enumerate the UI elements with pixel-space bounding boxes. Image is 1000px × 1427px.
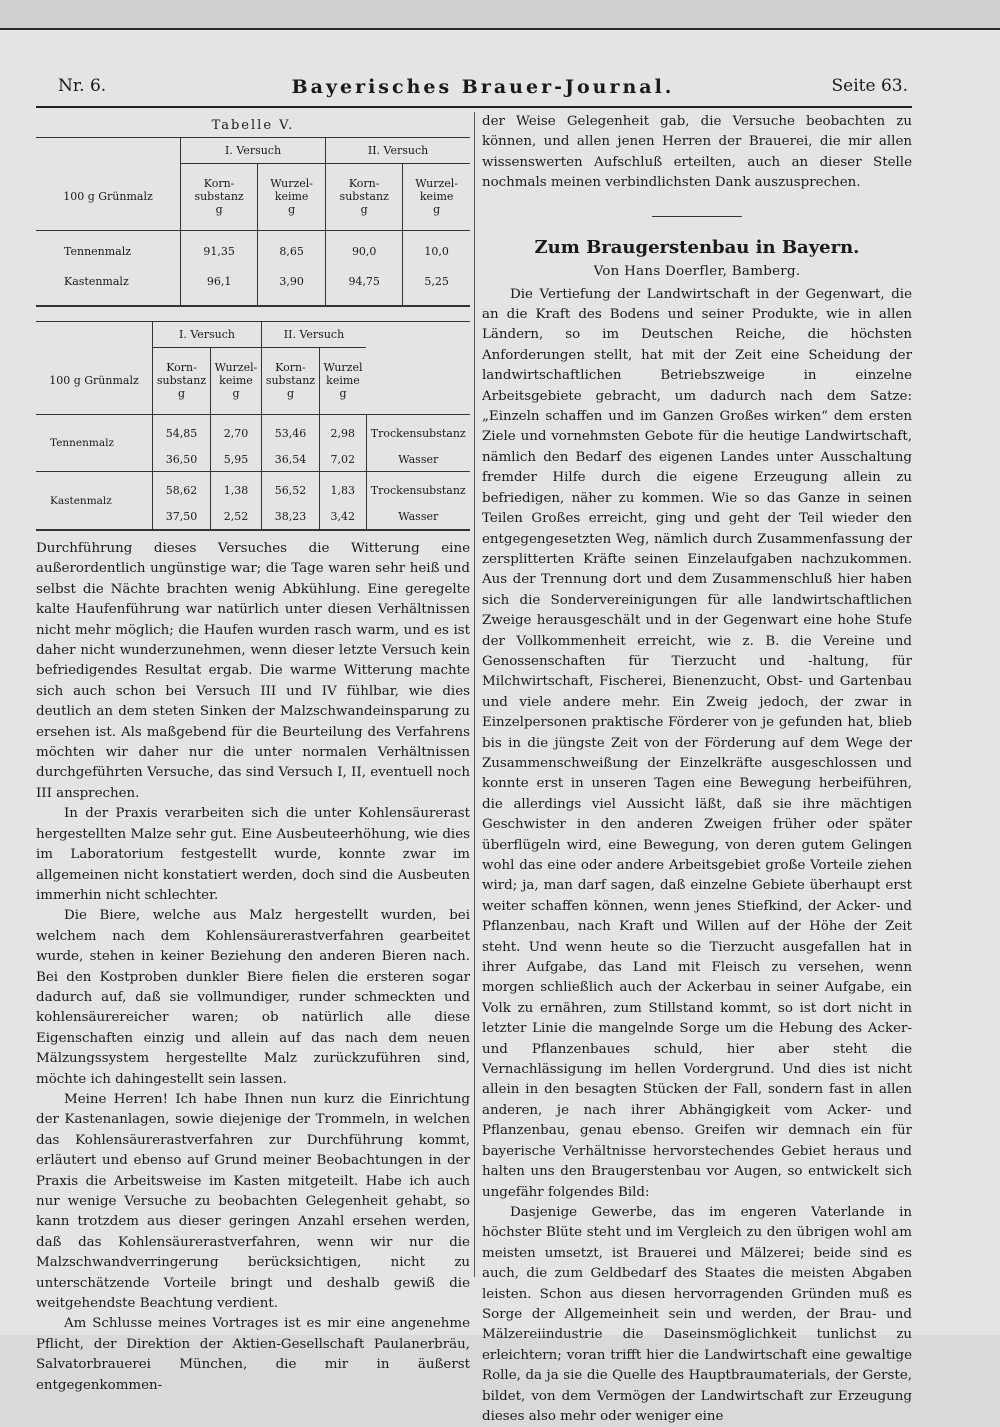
table6-cell: 2,70: [210, 414, 261, 447]
table6-col-wurzel1: Wurzel- keime g: [210, 347, 261, 414]
paragraph: Meine Herren! Ich habe Ihnen nun kurz die Einrichtung der Kastenanlagen, sowie diejenige der Trommeln, in welchen das Kohlensäurerastverfahren zur Durchführung kommt, erläutert und ebenso auf Grund meiner Beobachtungen in der Praxis die Arbeitsweise im Kasten mitgeteilt. Habe ich auch nur wenige Versuche zu beobachten Gelegenheit gehabt, so kann trotzdem aus dieser geringen Anzahl ersehen werden, daß das Kohlensäurerastverfahren, wenn wir nur die Malzschwandverringerung berücksichtigen, nicht zu unterschätzende Vorteile bringt und deshalb gewiß die weitgehendste Beachtung verdient.: [36, 1091, 470, 1312]
header-rule: [36, 106, 912, 108]
table6-cell: 36,50: [153, 447, 211, 472]
table6-cell: 54,85: [153, 414, 211, 447]
table5-cell: 90,0: [326, 230, 403, 266]
table5-cell: 10,0: [403, 230, 470, 266]
table6-cell: 56,52: [261, 472, 319, 505]
table5-cell: 91,35: [181, 230, 258, 266]
table5-cell: 8,65: [258, 230, 326, 266]
table6-cell: 1,83: [319, 472, 366, 505]
table6-versuch1-header: I. Versuch: [153, 322, 262, 348]
table5-col-korn1: Korn- substanz g: [181, 163, 258, 230]
table6-col-korn1: Korn- substanz g: [153, 347, 211, 414]
table6-cell: 5,95: [210, 447, 261, 472]
table5-versuch2-header: II. Versuch: [326, 138, 470, 164]
paragraph: Durchführung dieses Versuches die Witterung eine außerordentlich ungünstige war; die Tage waren sehr heiß und selbst die Nächte brachten wenig Abkühlung. Eine geregelte kalte Haufenführung war natürlich unter diesen Verhältnissen nicht mehr möglich; die Haufen wurden rasch warm, und es ist daher nicht wunderzunehmen, wenn dieser letzte Versuch kein befriedigendes Resultat ergab. Die warme Witterung machte sich auch schon bei Versuch III und IV fühlbar, wie dies deutlich an dem steten Sinken der Malzschwandeinsparung zu ersehen ist. Als maßgebend für die Beurteilung des Verfahrens möchten wir daher nur die unter normalen Verhältnissen durchgeführten Versuche, das sind Versuch I, II, eventuell noch III ansprechen.: [36, 541, 470, 801]
table5-caption: Tabelle V.: [211, 118, 295, 133]
paragraph: der Weise Gelegenheit gab, die Versuche beobachten zu können, und allen jenen Herren der Brauerei, die mir allen wissenswerten Aufschluß erteilten, auch an dieser Stelle nochmals meinen verbindlichsten Dank auszusprechen.: [482, 114, 912, 191]
table6-cell: 2,52: [210, 504, 261, 530]
table6-note: Wasser: [366, 504, 470, 530]
paragraph: In der Praxis verarbeiten sich die unter Kohlensäurerast hergestellten Malze sehr gut. Eine Ausbeuteerhöhung, wie dies im Laboratorium festgestellt wurde, konnte zwar im allgemeinen nicht konstatiert werden, doch sind die Ausbeuten immerhin nicht schlechter.: [36, 806, 470, 903]
journal-title: Bayerisches Brauer-Journal.: [291, 76, 675, 98]
table6-versuch2-header: II. Versuch: [261, 322, 366, 348]
table-row: [36, 230, 470, 266]
left-body: [36, 539, 470, 1396]
table6-cell: 38,23: [261, 504, 319, 530]
table6-note: Trockensubstanz: [366, 414, 470, 447]
table6-group-label: Tennenmalz: [36, 414, 153, 472]
table5-row-label: Tennenmalz: [64, 245, 132, 259]
right-column: [482, 112, 912, 1427]
table6-cell: 2,98: [319, 414, 366, 447]
table6-row-header: 100 g Grünmalz: [36, 347, 153, 414]
table6-col-korn2: Korn- substanz g: [261, 347, 319, 414]
table6-note: Wasser: [366, 447, 470, 472]
table-row: [36, 266, 470, 306]
table6-note: Trockensubstanz: [366, 472, 470, 505]
table5-versuch1-header: I. Versuch: [181, 138, 326, 164]
article-byline: Von Hans Doerfler, Bamberg.: [593, 263, 801, 279]
table5-cell: 94,75: [326, 266, 403, 306]
table6-col-wurzel2: Wurzel keime g: [319, 347, 366, 414]
table5-row-label: Kastenmalz: [36, 266, 181, 306]
table5: [36, 137, 470, 307]
table6-cell: 37,50: [153, 504, 211, 530]
table6-cell: 7,02: [319, 447, 366, 472]
paragraph: Die Vertiefung der Landwirtschaft in der Gegenwart, die an die Kraft des Bodens und seiner Produkte, wie in allen Ländern, so im Deutschen Reiche, die höchsten Anforderungen stellt, hat mit der Zeit eine Scheidung der landwirtschaftlichen Betriebszweige in einzelne Arbeitsgebiete gebracht, um dadurch nach dem Satze: „Einzeln schaffen und im Ganzen Großes wirken“ dem ersten Ziele und vornehmsten Gebote für die heutige Landwirtschaft, nämlich den Bedarf des eigenen Landes unter Ausschaltung fremder Hilfe durch die eigene Erzeugung allein zu befriedigen, näher zu kommen. Wie so das Ganze in seinen Teilen Großes erreicht, ging und geht der Teil wieder den entgegengesetzten Weg, nämlich durch Zusammenfassung der zersplitterten Kräfte seinen Einzelaufgaben nachzukommen. Aus der Trennung dort und dem Zusammenschluß hier haben sich die Sondervereinigungen für alle landwirtschaftlichen Zweige herausgeschält und in der Gegenwart eine hohe Stufe der Vollkommenheit erreicht, wie z. B. die Vereine und Genossenschaften für Tierzucht und -haltung, für Milchwirtschaft, Fischerei, Bienenzucht, Obst- und Gartenbau und viele andere mehr. Ein Zweig jedoch, der zwar in Einzelpersonen praktische Förderer von je gefunden hat, blieb bis in die jüngste Zeit von der Förderung auf dem Wege der Zusammenschweißung der Einzelkräfte ausgeschlossen und konnte erst in unseren Tagen eine Bewegung herbeiführen, die allerdings viel Aussicht läßt, daß sie ihre mächtigen Geschwister in den anderen Zweigen früher oder später überflügeln wird, eine Bewegung, von deren gutem Gelingen wohl das eine oder andere Arbeitsgebiet große Vorteile ziehen wird; ja, man darf sagen, daß einzelne Gebiete überhaupt erst weiter schaffen können, wenn jenes Stiefkind, der Acker- und Pflanzenbau, nach Kraft und Willen auf der Höhe der Zeit steht. Und wenn heute so die Tierzucht ausgefallen hat in ihrer Aufgabe, das Land mit Fleisch zu versehen, wenn morgen schließlich auch der Ackerbau in seiner Aufgabe, ein Volk zu ernähren, zum Stillstand kommt, so ist dort nicht in letzter Linie die mangelnde Sorge um die Hebung des Acker- und Pflanzenbaues schuld, hier aber steht die Vernachlässigung im hellen Vordergrund. Und dies ist nicht allein in den besagten Stücken der Fall, sondern fast in allen anderen, je nach ihrer Abhängigkeit vom Acker- und Pflanzenbau, genau ebenso. Greifen wir demnach ein für bayerische Verhältnisse hervorstechendes Gebiet heraus und halten uns den Braugerstenbau vor Augen, so entwickelt sich ungefähr folgendes Bild:: [482, 286, 912, 1200]
article-title: Zum Braugerstenbau in Bayern.: [534, 236, 860, 258]
table5-col-korn2: Korn- substanz g: [326, 163, 403, 230]
page-number: Seite 63.: [831, 76, 908, 96]
table5-col-wurzel2: Wurzel- keime g: [403, 163, 470, 230]
table5-cell: 3,90: [258, 266, 326, 306]
section-separator: [652, 216, 742, 217]
paragraph: Dasjenige Gewerbe, das im engeren Vaterlande in höchster Blüte steht und im Vergleich zu den übrigen wohl am meisten umsetzt, ist Brauerei und Mälzerei; beide sind es auch, die zum Geldbedarf des Staates die meisten Abgaben leisten. Schon aus diesen hervorragenden Gründen muß es Sorge der Allgemeinheit sein und werden, der Brau- und Mälzereiindustrie die Daseinsmöglichkeit tunlichst zu erleichtern; voran trifft hier die Landwirtschaft eine gewaltige Rolle, da ja sie die Quelle des Hauptbraumaterials, der Gerste, bildet, von dem Vermögen der Landwirtschaft zur Erzeugung dieses also mehr oder weniger eine: [482, 1204, 912, 1424]
table6-cell: 58,62: [153, 472, 211, 505]
paragraph: Die Biere, welche aus Malz hergestellt wurden, bei welchem nach dem Kohlensäurerastverfahren gearbeitet wurde, stehen in keiner Beziehung den anderen Bieren nach. Bei den Kostproben dunkler Biere fielen die ersteren sogar dadurch auf, daß sie vollmundiger, runder schmeckten und kohlensäurereicher waren; ob natürlich alle diese Eigenschaften einzig und allein auf das nach dem neuen Mälzungssystem hergestellte Malz zurückzuführen sind, möchte ich dahingestellt sein lassen.: [36, 908, 470, 1087]
right-intro: [482, 112, 912, 194]
issue-number: Nr. 6.: [58, 76, 107, 96]
left-column: [36, 112, 470, 1396]
column-divider: [474, 112, 475, 1277]
table6: [36, 321, 470, 531]
paragraph: Am Schlusse meines Vortrages ist es mir eine angenehme Pflicht, der Direktion der Aktien-Gesellschaft Paulanerbräu, Salvatorbrauerei München, die mir in äußerst entgegenkommen-: [36, 1316, 470, 1393]
table6-cell: 3,42: [319, 504, 366, 530]
table6-cell: 1,38: [210, 472, 261, 505]
page-header: [58, 76, 908, 104]
table6-cell: 53,46: [261, 414, 319, 447]
table6-cell: 36,54: [261, 447, 319, 472]
table5-cell: 5,25: [403, 266, 470, 306]
table-row: [36, 472, 470, 505]
table5-col-wurzel1: Wurzel- keime g: [258, 163, 326, 230]
table5-cell: 96,1: [181, 266, 258, 306]
table5-row-header: 100 g Grünmalz: [36, 163, 181, 230]
table6-group-label: Kastenmalz: [36, 472, 153, 530]
article-body: [482, 285, 912, 1427]
scan-top-edge: [0, 0, 1000, 30]
table-row: [36, 414, 470, 447]
